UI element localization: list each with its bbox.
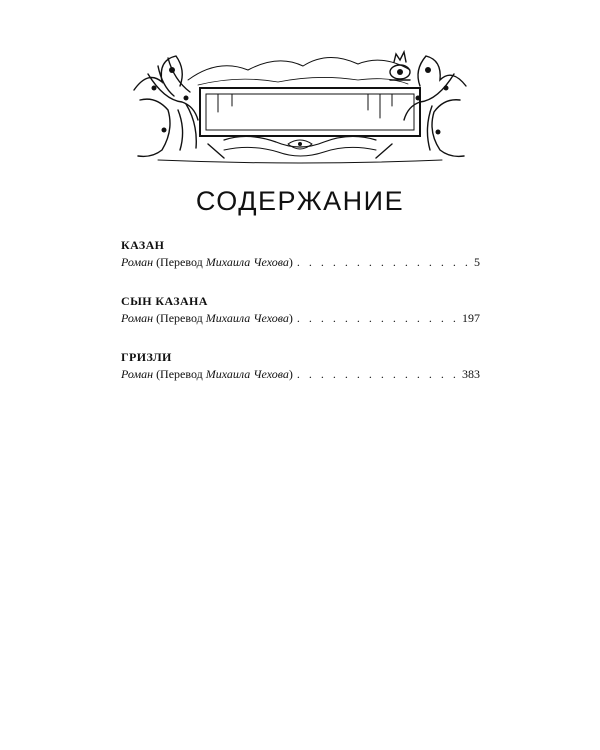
entry-line: [121, 311, 480, 326]
entry-description: [121, 311, 293, 326]
entry-page-number: 383: [462, 367, 480, 381]
entry-description: [121, 367, 293, 382]
table-of-contents: [121, 238, 480, 406]
entry-description: [121, 255, 293, 270]
entry-translator: Михаила Чехова: [205, 255, 289, 269]
page-title: СОДЕРЖАНИЕ: [195, 186, 405, 216]
entry-title[interactable]: КАЗАН: [121, 238, 165, 252]
entry-genre: Роман: [121, 255, 154, 269]
entry-title[interactable]: СЫН КАЗАНА: [121, 294, 208, 308]
dot-leader: [297, 367, 458, 382]
entry-translator: Михаила Чехова: [205, 367, 289, 381]
entry-note-close: ): [288, 311, 293, 325]
dot-leader: [297, 255, 470, 270]
entry-note-open: (Перевод: [153, 311, 206, 325]
entry-genre: Роман: [121, 367, 154, 381]
entry-page-number: 5: [474, 255, 480, 269]
entry-page-number: 197: [462, 311, 480, 325]
toc-entry: [121, 294, 480, 326]
vignette-ornament-icon: [128, 40, 472, 168]
entry-line: [121, 255, 480, 270]
entry-note-close: ): [288, 367, 293, 381]
entry-note-open: (Перевод: [153, 367, 206, 381]
entry-note-close: ): [288, 255, 293, 269]
entry-line: [121, 367, 480, 382]
entry-title[interactable]: ГРИЗЛИ: [121, 350, 172, 364]
entry-genre: Роман: [121, 311, 154, 325]
entry-translator: Михаила Чехова: [205, 311, 289, 325]
dot-leader: [297, 311, 458, 326]
toc-entry: [121, 350, 480, 382]
entry-note-open: (Перевод: [153, 255, 206, 269]
toc-entry: [121, 238, 480, 270]
